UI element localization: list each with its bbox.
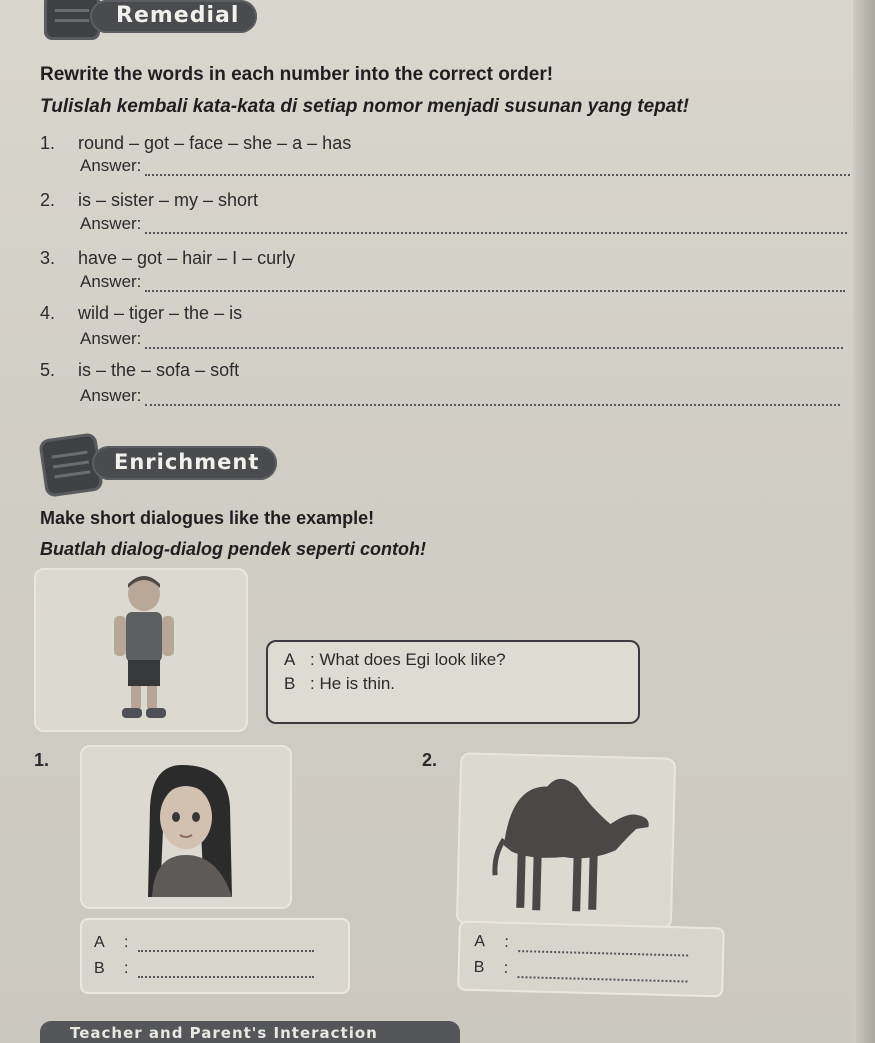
dialogue-line-a[interactable]: A : — [474, 933, 688, 957]
enrichment-title: Enrichment — [92, 446, 277, 480]
answer-field[interactable]: Answer: — [80, 214, 847, 234]
remedial-title: Remedial — [90, 0, 257, 33]
exercise-number: 1. — [34, 750, 50, 770]
enrichment-instruction-en: Make short dialogues like the example! — [40, 508, 375, 528]
remedial-instruction-en: Rewrite the words in each number into the correct order! — [40, 64, 554, 85]
list-item: 5. is – the – sofa – soft — [40, 360, 240, 380]
remedial-banner — [90, 0, 257, 33]
exercise-2-dialogue-box — [457, 921, 725, 998]
boy-illustration — [36, 570, 246, 730]
page-edge — [853, 0, 875, 1043]
list-item: 3. have – got – hair – I – curly — [40, 248, 296, 268]
exercise-2-picture-card — [456, 752, 676, 930]
dialogue-line-a: A : What does Egi look like? — [284, 650, 506, 669]
example-dialogue-bubble — [266, 640, 640, 724]
example-picture-card — [34, 568, 248, 732]
answer-field[interactable]: Answer: — [80, 329, 843, 349]
list-item: 4. wild – tiger – the – is — [40, 303, 243, 323]
exercise-1-dialogue-box — [80, 918, 350, 994]
exercise-1-picture-card — [80, 745, 292, 909]
enrichment-instruction-id: Buatlah dialog-dialog pendek seperti contoh! — [40, 539, 427, 559]
girl-illustration — [82, 747, 290, 907]
enrichment-banner — [92, 446, 277, 480]
dialogue-line-b[interactable]: B : — [473, 959, 687, 983]
camel-illustration — [458, 754, 674, 927]
answer-field[interactable]: Answer: — [80, 272, 845, 292]
list-item: 2. is – sister – my – short — [40, 190, 259, 210]
dialogue-line-b[interactable]: B : — [94, 960, 314, 978]
remedial-instruction-id: Tulislah kembali kata-kata di setiap nomor menjadi susunan yang tepat! — [40, 96, 689, 117]
footer-title: Teacher and Parent's Interaction — [70, 1024, 378, 1042]
exercise-number: 2. — [422, 750, 438, 770]
dialogue-line-b: B : He is thin. — [284, 674, 396, 693]
dialogue-line-a[interactable]: A : — [94, 934, 314, 952]
list-item: 1. round – got – face – she – a – has — [40, 133, 352, 153]
answer-field[interactable]: Answer: — [80, 156, 850, 176]
answer-field[interactable]: Answer: — [80, 386, 840, 406]
